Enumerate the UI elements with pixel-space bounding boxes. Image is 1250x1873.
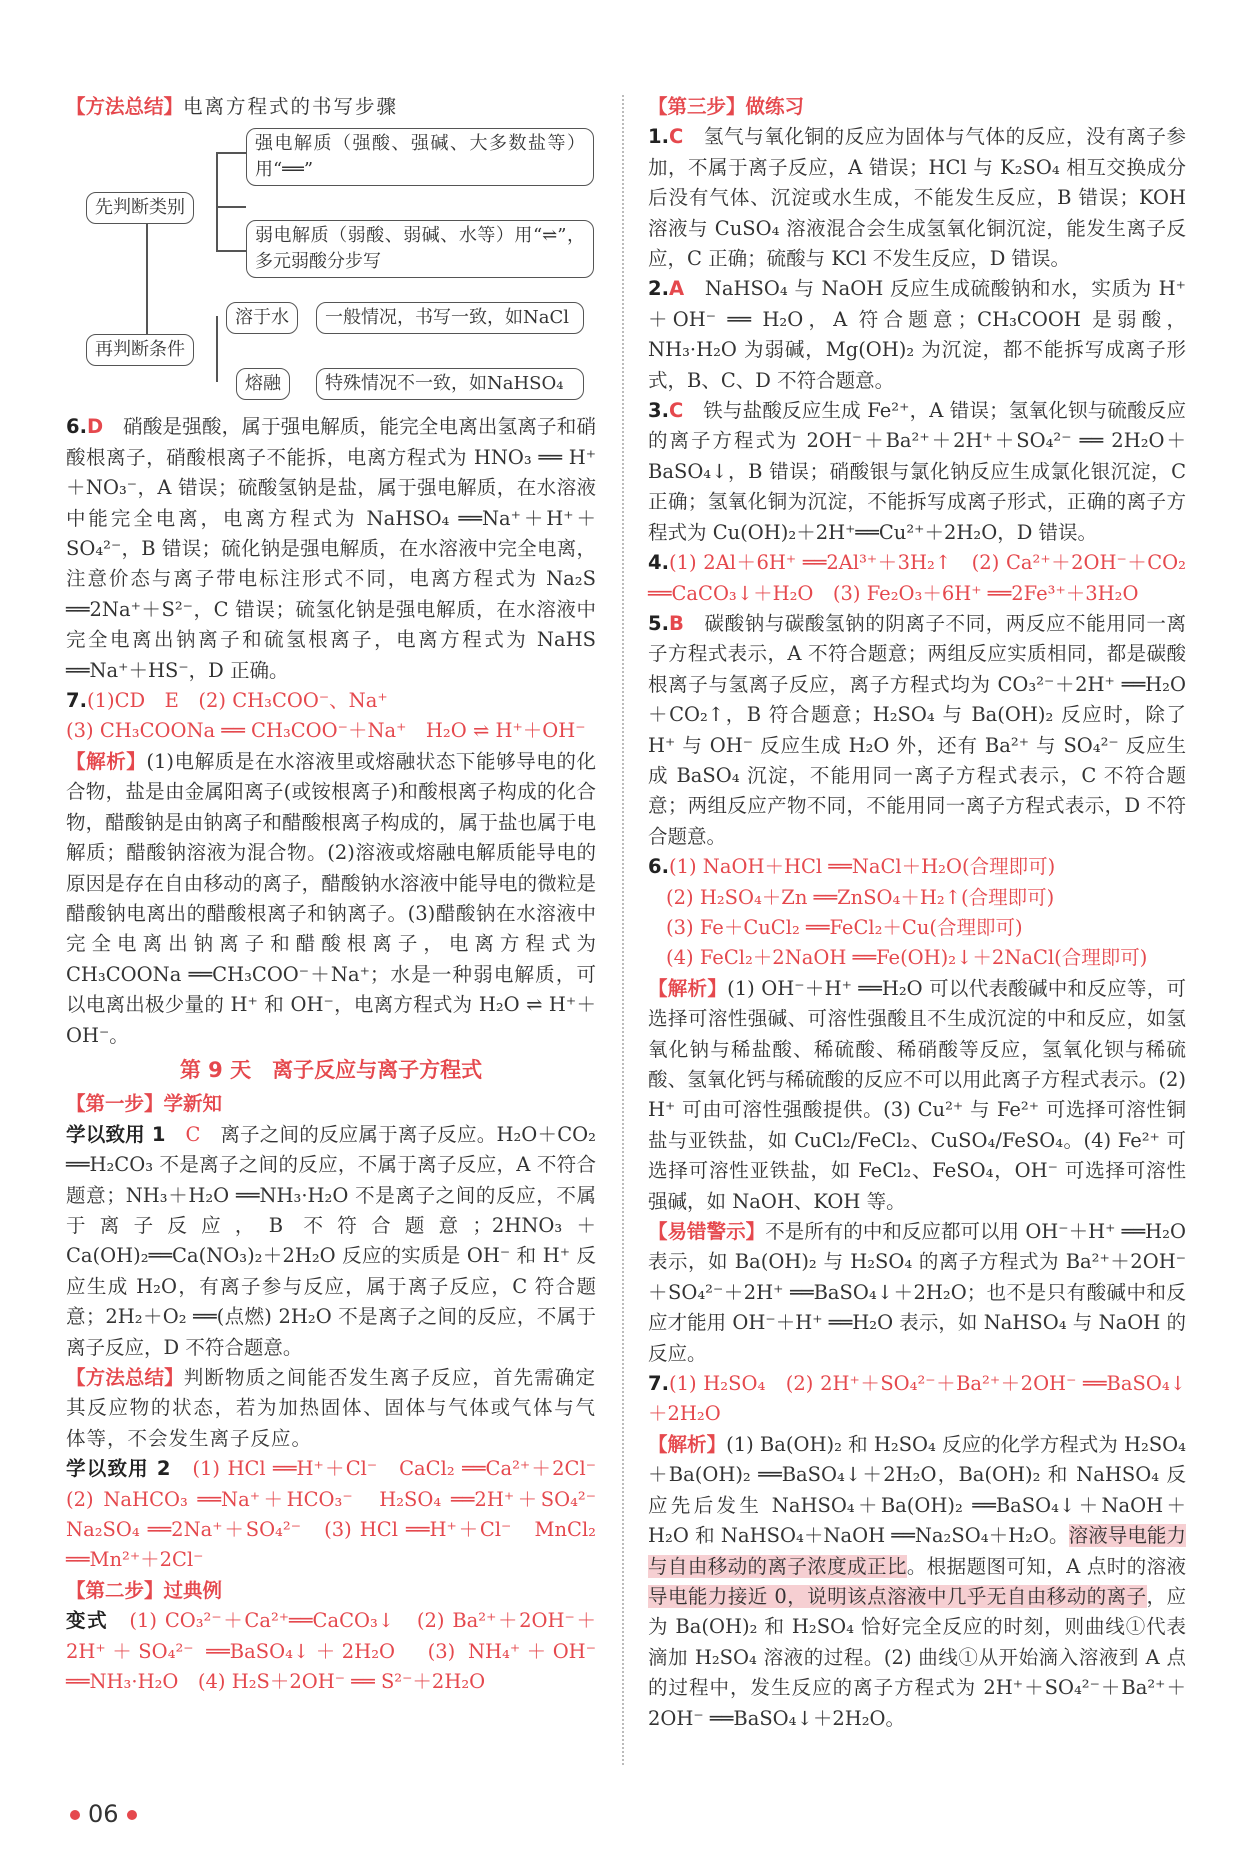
label: 学以致用 1 [66, 1122, 166, 1146]
r-q7-analysis [648, 1430, 1186, 1734]
answer: C [668, 399, 684, 423]
r-q3 [648, 396, 1186, 548]
node-special: 特殊情况不一致，如NaHSO₄ [316, 368, 584, 400]
r-q5 [648, 609, 1186, 852]
q-num: 3. [648, 399, 669, 423]
label: 变式 [66, 1609, 109, 1633]
r-q6 [648, 852, 1186, 882]
explanation: 氢气与氧化铜的反应为固体与气体的反应，没有离子参加，不属于离子反应，A 错误；HCl 与 K₂SO₄ 相互交换成分后没有气体、沉淀或水生成，不能发生反应，B 错误；KOH 溶液与 CuSO₄ 溶液混合会生成氢氧化铜沉淀，能发生离子反应，C 正确；硫酸与 KCl 不发生反应，D 错误。 [648, 125, 1186, 271]
q-num: 7. [648, 1372, 669, 1396]
node-melt: 熔融 [236, 368, 290, 400]
r-q7 [648, 1369, 1186, 1430]
answer: B [668, 611, 684, 635]
tag: 【解析】 [66, 749, 147, 773]
node-water: 溶于水 [226, 302, 298, 334]
explanation: 不是所有的中和反应都可以用 OH⁻＋H⁺ ══H₂O 表示，如 Ba(OH)₂ 与 H₂SO₄ 的离子方程式为 Ba²⁺＋2OH⁻＋SO₄²⁻＋2H⁺ ══BaSO₄↓＋2H₂O；也不是只有酸碱中和反应才能用 OH⁻＋H⁺ ══H₂O 表示，如 NaHSO₄ 与 NaOH 的反应。 [648, 1220, 1186, 1365]
answer: C [185, 1122, 201, 1146]
explanation: NaHSO₄ 与 NaOH 反应生成硫酸钠和水，实质为 H⁺＋OH⁻ ══ H₂O，A 符合题意；CH₃COOH 是弱酸，NH₃·H₂O 为弱碱，Mg(OH)₂ 为沉淀，都不能拆写成离子形式，B、C、D 不符合题意。 [648, 277, 1186, 392]
q-num: 6. [648, 855, 669, 879]
label: 学以致用 2 [66, 1457, 171, 1481]
explanation: 判断物质之间能否发生离子反应，首先需确定其反应物的状态，若为加热固体、固体与气体或气体与气体等，不会发生离子反应。 [66, 1366, 596, 1450]
step-heading: 【第二步】过典例 [66, 1578, 223, 1602]
right-column [648, 92, 1186, 1734]
answer: (1) H₂SO₄ (2) 2H⁺＋SO₄²⁻＋Ba²⁺＋2OH⁻ ══BaSO₄↓＋2H₂O [648, 1372, 1186, 1426]
explanation: 。根据题图可知，A 点时的溶液 [906, 1554, 1186, 1578]
dot-icon [127, 1810, 137, 1820]
answer-line: (2) H₂SO₄＋Zn ══ZnSO₄＋H₂↑(合理即可) [666, 885, 1055, 909]
answer-line: (4) FeCl₂＋2NaOH ══Fe(OH)₂↓＋2NaCl(合理即可) [666, 946, 1148, 970]
explanation: 碳酸钠与碳酸氢钠的阴离子不同，两反应不能用同一离子方程式表示，A 不符合题意；两组反应实质相同，都是碳酸根离子与氢离子反应，离子方程式均为 CO₃²⁻＋2H⁺ ══H₂O＋CO₂↑，B 符合题意；H₂SO₄ 与 Ba(OH)₂ 反应时，除了 H⁺ 与 OH⁻ 反应生成 H₂O 外，还有 Ba²⁺ 与 SO₄²⁻ 反应生成 BaSO₄ 沉淀，不能用同一离子方程式表示，C 不符合题意；两组反应产物不同，不能用同一离子方程式表示，D 不符合题意。 [648, 611, 1186, 848]
answer: (3) CH₃COONa ══ CH₃COO⁻＋Na⁺ H₂O ⇌ H⁺＋OH⁻ [66, 719, 586, 743]
q7 [66, 686, 596, 716]
step-heading: 【第一步】学新知 [66, 1092, 223, 1116]
answer: D [86, 415, 104, 439]
answer: A [668, 277, 685, 301]
section-title: 第 9 天 离子反应与离子方程式 [179, 1057, 483, 1082]
use2 [66, 1454, 616, 1576]
node-step2: 再判断条件 [86, 334, 194, 366]
explanation: 硝酸是强酸，属于强电解质，能完全电离出氢离子和硝酸根离子，硝酸根离子不能拆，电离方程式为 HNO₃ ══ H⁺＋NO₃⁻，A 错误；硫酸氢钠是盐，属于强电解质，在水溶液中能完全电离，电离方程式为 NaHSO₄ ══Na⁺＋H⁺＋SO₄²⁻，B 错误；硫化钠是强电解质，在水溶液中完全电离，注意价态与离子带电标注形式不同，电离方程式为 Na₂S ══2Na⁺＋S²⁻，C 错误；硫氢化钠是强电解质，在水溶液中完全电离出钠离子和硫氢根离子，电离方程式为 NaHS ══Na⁺＋HS⁻，D 正确。 [66, 415, 596, 682]
answer-line: (3) Fe＋CuCl₂ ══FeCl₂＋Cu(合理即可) [666, 915, 1023, 939]
highlight: 溶液导电能力与自由移动的离子浓度成正比 [648, 1524, 1186, 1578]
answer-line: (1) NaOH＋HCl ══NaCl＋H₂O(合理即可) [668, 855, 1056, 879]
column-divider [622, 95, 624, 1765]
page-number [62, 1800, 145, 1828]
left-column [66, 92, 616, 1697]
answer: (1) CO₃²⁻＋Ca²⁺══CaCO₃↓ (2) Ba²⁺＋2OH⁻＋2H⁺＋SO₄²⁻ ══BaSO₄↓＋2H₂O (3) NH₄⁺＋OH⁻ ══NH₃·H₂O (4) H₂S＋2OH⁻ ══ S²⁻＋2H₂O [66, 1609, 596, 1694]
r-q4 [648, 548, 1186, 609]
node-step1: 先判断类别 [86, 192, 194, 224]
tag: 【易错警示】 [648, 1220, 766, 1244]
method-title: 电离方程式的书写步骤 [183, 95, 399, 118]
node-general: 一般情况，书写一致，如NaCl [316, 302, 584, 334]
explanation: ，应为 Ba(OH)₂ 和 H₂SO₄ 恰好完全反应的时刻，则曲线①代表滴加 H₂SO₄ 溶液的过程。(2) 曲线①从开始滴入溶液到 A 点的过程中，发生反应的离子方程式为 2H⁺＋SO₄²⁻＋Ba²⁺＋2OH⁻ ══BaSO₄↓＋2H₂O。 [648, 1584, 1186, 1730]
explanation: (1) OH⁻＋H⁺ ══H₂O 可以代表酸碱中和反应等，可选择可溶性强碱、可溶性强酸且不生成沉淀的中和反应，如氢氧化钠与稀盐酸、稀硫酸、稀硝酸等反应，氢氧化钡与稀硫酸、氢氧化钙与稀硫酸的反应不可以用此离子方程式表示。(2) H⁺ 可由可溶性强酸提供。(3) Cu²⁺ 与 Fe²⁺ 可选择可溶性铜盐与亚铁盐，如 CuCl₂/FeCl₂、CuSO₄/FeSO₄。(4) Fe²⁺ 可选择可溶性亚铁盐，如 FeCl₂、FeSO₄，OH⁻ 可选择可溶性强碱，如 NaOH、KOH 等。 [648, 976, 1186, 1213]
r-q1 [648, 122, 1186, 274]
answer: (1) 2Al＋6H⁺ ══2Al³⁺＋3H₂↑ (2) Ca²⁺＋2OH⁻＋CO₂ ══CaCO₃↓＋H₂O (3) Fe₂O₃＋6H⁺ ══2Fe³⁺＋3H₂O [648, 551, 1186, 605]
tag: 【解析】 [648, 976, 728, 1000]
node-strong: 强电解质（强酸、强碱、大多数盐等）用“══” [246, 128, 594, 186]
ionization-flowchart [66, 122, 596, 412]
r-q6-analysis [648, 974, 1186, 1217]
q-num: 6. [66, 415, 87, 439]
answer: C [668, 125, 684, 149]
q7-analysis [66, 747, 596, 1051]
q-num: 2. [648, 277, 669, 301]
answer: (1) HCl ══H⁺＋Cl⁻ CaCl₂ ══Ca²⁺＋2Cl⁻ (2) NaHCO₃ ══Na⁺＋HCO₃⁻ H₂SO₄ ══2H⁺＋SO₄²⁻ Na₂SO₄ ══2Na⁺＋SO₄²⁻ (3) HCl ══H⁺＋Cl⁻ MnCl₂ ══Mn²⁺＋2Cl⁻ [66, 1457, 616, 1572]
tag: 【方法总结】 [66, 1366, 184, 1389]
answer: (1)CD E (2) CH₃COO⁻、Na⁺ [86, 689, 388, 713]
highlight: 导电能力接近 0，说明该点溶液中几乎无自由移动的离子 [648, 1584, 1147, 1608]
tag: 【方法总结】 [66, 95, 184, 118]
explanation: 铁与盐酸反应生成 Fe²⁺，A 错误；氢氧化钡与硫酸反应的离子方程式为 2OH⁻＋Ba²⁺＋2H⁺＋SO₄²⁻ ══ 2H₂O＋BaSO₄↓，B 错误；硝酸银与氯化钠反应生成氯化银沉淀，C 正确；氢氧化铜为沉淀，不能拆写成离子形式，正确的离子方程式为 Cu(OH)₂＋2H⁺══Cu²⁺＋2H₂O，D 错误。 [648, 399, 1186, 544]
page-number-text: 06 [88, 1800, 119, 1828]
tag: 【解析】 [648, 1432, 727, 1456]
explanation: 离子之间的反应属于离子反应。H₂O＋CO₂ ══H₂CO₃ 不是离子之间的反应，不属于离子反应，A 不符合题意；NH₃＋H₂O ══NH₃·H₂O 不是离子之间的反应，不属于离子反应，B 不符合题意；2HNO₃＋Ca(OH)₂══Ca(NO₃)₂＋2H₂O 反应的实质是 OH⁻ 和 H⁺ 反应生成 H₂O，有离子参与反应，属于离子反应，C 符合题意；2H₂＋O₂ ══(点燃) 2H₂O 不是离子之间的反应，不属于离子反应，D 不符合题意。 [66, 1122, 596, 1359]
q-num: 4. [648, 551, 669, 575]
q6 [66, 412, 596, 686]
step-heading: 【第三步】做练习 [648, 95, 805, 118]
q-num: 1. [648, 125, 669, 149]
variant [66, 1606, 596, 1697]
explanation: (1)电解质是在水溶液里或熔融状态下能够导电的化合物，盐是由金属阳离子(或铵根离子)和酸根离子构成的化合物，醋酸钠是由钠离子和醋酸根离子构成的，属于盐也属于电解质；醋酸钠溶液为混合物。(2)溶液或熔融电解质能导电的原因是存在自由移动的离子，醋酸钠水溶液中能导电的微粒是醋酸钠电离出的醋酸根离子和钠离子。(3)醋酸钠在水溶液中完全电离出钠离子和醋酸根离子，电离方程式为 CH₃COONa ══CH₃COO⁻＋Na⁺；水是一种弱电解质，可以电离出极少量的 H⁺ 和 OH⁻，电离方程式为 H₂O ⇌ H⁺＋OH⁻。 [66, 749, 596, 1047]
explanation: (1) Ba(OH)₂ 和 H₂SO₄ 反应的化学方程式为 H₂SO₄＋Ba(OH)₂ ══BaSO₄↓＋2H₂O，Ba(OH)₂ 和 NaHSO₄ 反应先后发生 NaHSO₄＋Ba(OH)₂ ══BaSO₄↓＋NaOH＋H₂O 和 NaHSO₄＋NaOH ══Na₂SO₄＋H₂O。 [648, 1432, 1186, 1548]
use1 [66, 1120, 596, 1363]
q-num: 7. [66, 689, 87, 713]
r-q2 [648, 274, 1186, 396]
node-weak: 弱电解质（弱酸、弱碱、水等）用“⇌”，多元弱酸分步写 [246, 220, 594, 278]
warning [648, 1217, 1186, 1369]
q-num: 5. [648, 611, 669, 635]
method-summary-1 [66, 92, 596, 122]
dot-icon [70, 1810, 80, 1820]
method-summary-2 [66, 1363, 596, 1454]
